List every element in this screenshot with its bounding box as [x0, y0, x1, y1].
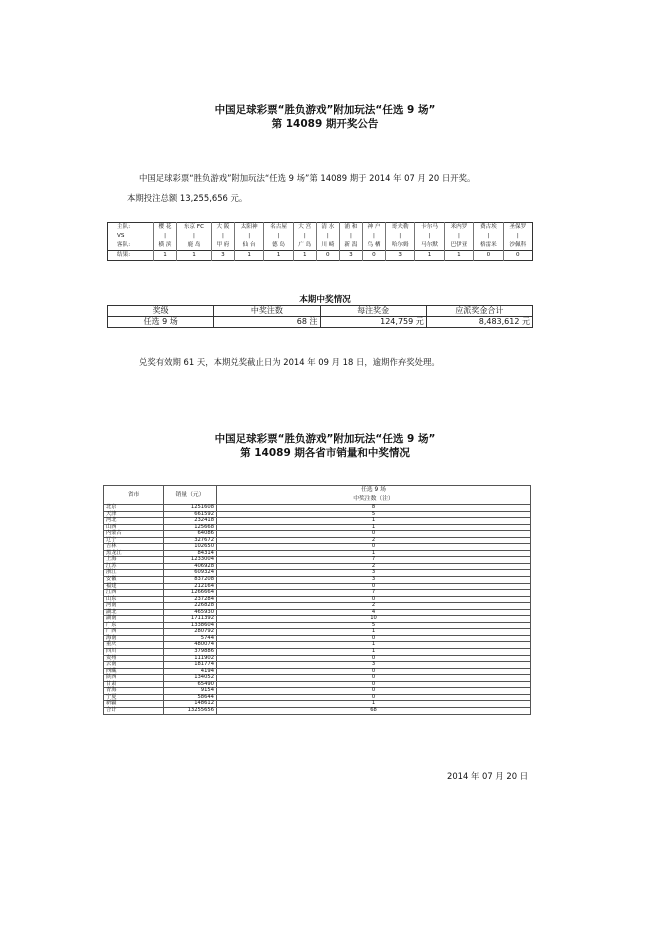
prize-header-level: 奖级 [108, 306, 214, 317]
province-wins: 0 [217, 596, 531, 603]
province-sales: 134052 [164, 675, 217, 682]
province-sales: 58644 [164, 694, 217, 701]
province-wins: 0 [217, 531, 531, 538]
province-wins: 3 [217, 577, 531, 584]
province-name: 四川 [104, 649, 164, 656]
province-name: 内蒙古 [104, 531, 164, 538]
match-home-team: 圣保罗 [503, 223, 532, 233]
vs-row [108, 232, 533, 241]
province-name: 山西 [104, 524, 164, 531]
province-wins: 3 [217, 662, 531, 669]
match-result: 0 [503, 251, 532, 261]
header-win-count: 中奖注数（注） [353, 496, 394, 502]
match-result: 1 [415, 251, 444, 261]
header-sales: 销量（元） [164, 486, 217, 505]
match-result: 1 [293, 251, 316, 261]
province-wins: 0 [217, 675, 531, 682]
province-sales: 84314 [164, 550, 217, 557]
prize-level: 任选 9 场 [108, 317, 214, 328]
match-away-team: 哈尔姆 [385, 241, 414, 251]
match-away-team: 广 岛 [293, 241, 316, 251]
match-result: 3 [339, 251, 362, 261]
prize-header-per-bet: 每注奖金 [320, 306, 426, 317]
province-wins: 5 [217, 622, 531, 629]
prize-row [108, 317, 533, 328]
province-sales: 13255656 [164, 707, 217, 714]
province-name: 湖南 [104, 616, 164, 623]
province-name: 安徽 [104, 577, 164, 584]
match-result: 0 [316, 251, 339, 261]
province-name: 江苏 [104, 563, 164, 570]
match-away-team: 甲 府 [211, 241, 234, 251]
header-wins [217, 486, 531, 505]
province-wins: 2 [217, 537, 531, 544]
match-result: 1 [234, 251, 263, 261]
match-vs-mark: | [362, 232, 385, 241]
province-wins: 1 [217, 524, 531, 531]
province-sales: 1338604 [164, 622, 217, 629]
match-vs-mark: | [264, 232, 293, 241]
away-label: 客队: [117, 242, 131, 248]
province-sales: 5744 [164, 635, 217, 642]
intro-paragraph-line2: 本期投注总额 13,255,656 元。 [127, 193, 248, 203]
province-sales: 237284 [164, 596, 217, 603]
match-vs-mark: | [444, 232, 473, 241]
province-sales: 327672 [164, 537, 217, 544]
match-result: 3 [211, 251, 234, 261]
sales-report-subtitle: 第 14089 期各省市销量和中奖情况 [240, 447, 410, 459]
province-wins: 1 [217, 642, 531, 649]
province-sales: 406928 [164, 563, 217, 570]
home-team-row [108, 223, 533, 233]
prize-header-row [108, 306, 533, 317]
province-wins: 0 [217, 635, 531, 642]
province-wins: 2 [217, 603, 531, 610]
match-home-team: 浦 和 [339, 223, 362, 233]
match-away-team: 沙佩科 [503, 241, 532, 251]
province-table-header [104, 486, 531, 505]
province-sales: 4194 [164, 668, 217, 675]
province-wins: 0 [217, 681, 531, 688]
province-sales: 837208 [164, 577, 217, 584]
province-wins: 1 [217, 629, 531, 636]
province-sales: 148612 [164, 701, 217, 708]
province-wins: 4 [217, 609, 531, 616]
match-home-team: 太阳神 [234, 223, 263, 233]
header-province: 省市 [104, 486, 164, 505]
prize-total: 8,483,612 元 [426, 317, 532, 328]
province-wins: 1 [217, 550, 531, 557]
province-name: 宁夏 [104, 694, 164, 701]
province-wins: 1 [217, 701, 531, 708]
province-sales: 1266664 [164, 590, 217, 597]
match-result: 1 [154, 251, 177, 261]
province-wins: 0 [217, 583, 531, 590]
match-result: 1 [264, 251, 293, 261]
province-name: 浙江 [104, 570, 164, 577]
province-sales: 232418 [164, 518, 217, 525]
province-sales: 111902 [164, 655, 217, 662]
header-game-name: 任选 9 场 [361, 487, 386, 493]
footer-date: 2014 年 07 月 20 日 [447, 771, 529, 781]
province-sales: 102650 [164, 544, 217, 551]
result-label: 结果: [108, 251, 154, 261]
province-name: 江西 [104, 590, 164, 597]
province-name: 西藏 [104, 668, 164, 675]
province-wins: 1 [217, 649, 531, 656]
province-name: 山东 [104, 596, 164, 603]
prize-header-count: 中奖注数 [214, 306, 320, 317]
match-home-team: 卡尔马 [415, 223, 444, 233]
province-name: 辽宁 [104, 537, 164, 544]
province-name: 甘肃 [104, 681, 164, 688]
province-sales: 125668 [164, 524, 217, 531]
province-sales: 212164 [164, 583, 217, 590]
match-home-team: 东京 FC [177, 223, 212, 233]
province-sales: 64086 [164, 531, 217, 538]
match-away-team: 鹿 岛 [177, 241, 212, 251]
match-vs-mark: | [415, 232, 444, 241]
province-wins: 0 [217, 655, 531, 662]
province-sales-table [103, 485, 531, 715]
province-sales: 65490 [164, 681, 217, 688]
province-wins: 0 [217, 544, 531, 551]
home-label: 主队: [117, 224, 131, 230]
province-sales: 1711392 [164, 616, 217, 623]
province-name: 青海 [104, 688, 164, 695]
match-home-team: 大 宫 [293, 223, 316, 233]
province-wins: 7 [217, 557, 531, 564]
vs-label: VS [117, 233, 125, 239]
match-result: 0 [362, 251, 385, 261]
match-home-team: 大 阪 [211, 223, 234, 233]
match-vs-mark: | [211, 232, 234, 241]
match-away-team: 鸟 栖 [362, 241, 385, 251]
match-home-team: 名古屋 [264, 223, 293, 233]
match-table [107, 222, 533, 261]
province-sales: 661592 [164, 511, 217, 518]
province-name: 河南 [104, 603, 164, 610]
province-name: 贵州 [104, 655, 164, 662]
prize-table [107, 305, 533, 328]
province-wins: 2 [217, 563, 531, 570]
match-result: 1 [177, 251, 212, 261]
away-team-row [108, 241, 533, 251]
province-sales: 465930 [164, 609, 217, 616]
prize-count: 68 注 [214, 317, 320, 328]
province-sales: 280792 [164, 629, 217, 636]
match-vs-mark: | [154, 232, 177, 241]
province-name: 新疆 [104, 701, 164, 708]
province-sales: 181774 [164, 662, 217, 669]
match-away-team: 德 岛 [264, 241, 293, 251]
province-wins: 0 [217, 694, 531, 701]
province-name: 合计 [104, 707, 164, 714]
province-wins: 0 [217, 668, 531, 675]
province-name: 海南 [104, 635, 164, 642]
match-result: 0 [474, 251, 503, 261]
match-home-team: 费古埃 [474, 223, 503, 233]
match-vs-mark: | [293, 232, 316, 241]
province-sales: 480074 [164, 642, 217, 649]
province-name: 上海 [104, 557, 164, 564]
province-wins: 5 [217, 511, 531, 518]
sales-report-title: 中国足球彩票“胜负游戏”附加玩法“任选 9 场” [214, 433, 436, 445]
province-sales: 9154 [164, 688, 217, 695]
province-sales: 1233004 [164, 557, 217, 564]
province-wins: 7 [217, 590, 531, 597]
match-away-team: 横 滨 [154, 241, 177, 251]
match-vs-mark: | [177, 232, 212, 241]
prize-header-total: 应派奖金合计 [426, 306, 532, 317]
match-away-team: 马尔默 [415, 241, 444, 251]
province-wins: 8 [217, 505, 531, 512]
province-sales: 609324 [164, 570, 217, 577]
province-row [104, 707, 531, 714]
match-away-team: 格雷米 [474, 241, 503, 251]
province-name: 天津 [104, 511, 164, 518]
province-name: 云南 [104, 662, 164, 669]
match-home-team: 米内罗 [444, 223, 473, 233]
announcement-subtitle: 第 14089 期开奖公告 [271, 118, 379, 130]
match-vs-mark: | [316, 232, 339, 241]
province-sales: 226828 [164, 603, 217, 610]
province-sales: 1251608 [164, 505, 217, 512]
province-name: 河北 [104, 518, 164, 525]
province-name: 陕西 [104, 675, 164, 682]
province-name: 湖北 [104, 609, 164, 616]
match-home-team: 清 水 [316, 223, 339, 233]
province-wins: 10 [217, 616, 531, 623]
province-name: 重庆 [104, 642, 164, 649]
announcement-title: 中国足球彩票“胜负游戏”附加玩法“任选 9 场” [214, 104, 436, 116]
province-wins: 1 [217, 518, 531, 525]
redemption-notice: 兑奖有效期 61 天，本期兑奖截止日为 2014 年 09 月 18 日，逾期作弃奖处理。 [139, 357, 440, 367]
match-home-team: 哥夫勒 [385, 223, 414, 233]
province-name: 黑龙江 [104, 550, 164, 557]
match-away-team: 新 潟 [339, 241, 362, 251]
intro-paragraph-line1: 中国足球彩票“胜负游戏”附加玩法“任选 9 场”第 14089 期于 2014 年 07 月 20 日开奖。 [139, 173, 476, 183]
match-result: 1 [444, 251, 473, 261]
match-vs-mark: | [503, 232, 532, 241]
province-name: 吉林 [104, 544, 164, 551]
match-vs-mark: | [339, 232, 362, 241]
match-result: 3 [385, 251, 414, 261]
prize-per-bet: 124,759 元 [320, 317, 426, 328]
prize-caption: 本期中奖情况 [299, 295, 351, 305]
match-away-team: 仙 台 [234, 241, 263, 251]
match-vs-mark: | [234, 232, 263, 241]
province-sales: 379886 [164, 649, 217, 656]
match-vs-mark: | [474, 232, 503, 241]
province-wins: 68 [217, 707, 531, 714]
result-row [108, 251, 533, 261]
match-vs-mark: | [385, 232, 414, 241]
province-name: 北京 [104, 505, 164, 512]
province-name: 广东 [104, 622, 164, 629]
province-name: 福建 [104, 583, 164, 590]
match-home-team: 樱 花 [154, 223, 177, 233]
province-wins: 0 [217, 688, 531, 695]
match-away-team: 川 崎 [316, 241, 339, 251]
match-home-team: 神 户 [362, 223, 385, 233]
province-name: 广西 [104, 629, 164, 636]
match-away-team: 巴伊亚 [444, 241, 473, 251]
province-wins: 3 [217, 570, 531, 577]
